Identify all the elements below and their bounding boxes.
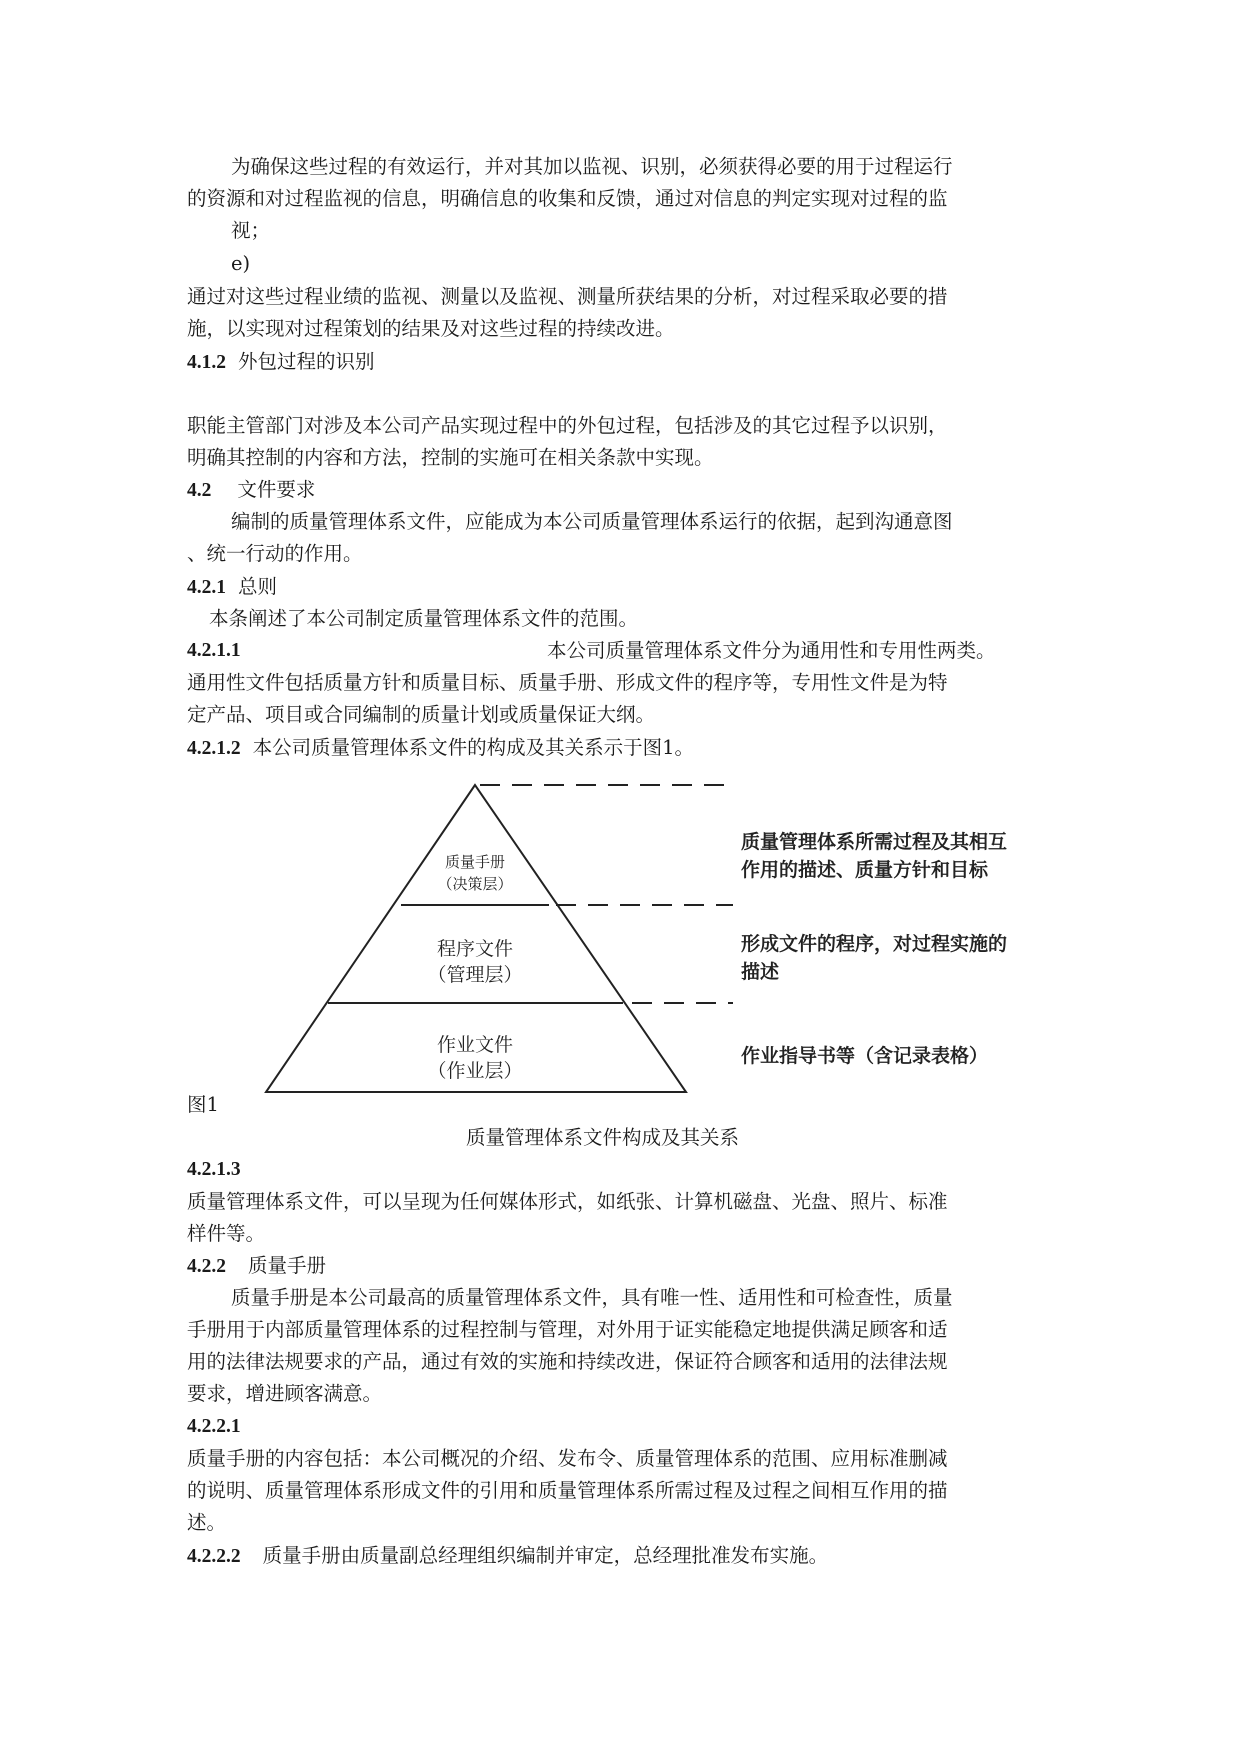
desc2-line2: 描述 (741, 961, 780, 983)
figure-label: 图1 (187, 1093, 219, 1116)
para-text: 职能主管部门对涉及本公司产品实现过程中的外包过程，包括涉及的其它过程予以识别， (187, 414, 948, 437)
para-text: 质量手册的内容包括：本公司概况的介绍、发布令、质量管理体系的范围、应用标准删减 (187, 1447, 948, 1470)
tier2-name: 程序文件 (436, 938, 514, 960)
section-number: 4.2.1.2 (187, 738, 241, 759)
section-number: 4.2.2.1 (187, 1416, 241, 1437)
tier3-name: 作业文件 (436, 1034, 514, 1056)
para-text: 本条阐述了本公司制定质量管理体系文件的范围。 (209, 607, 639, 630)
section-title: 文件要求 (237, 478, 316, 501)
para-text: 定产品、项目或合同编制的质量计划或质量保证大纲。 (187, 703, 656, 726)
list-item-label: e) (231, 252, 251, 275)
para-text: 明确其控制的内容和方法，控制的实施可在相关条款中实现。 (187, 446, 714, 469)
para-text: 施，以实现对过程策划的结果及对这些过程的持续改进。 (187, 317, 675, 340)
section-heading (187, 1543, 828, 1570)
section-title: 质量手册 (248, 1254, 327, 1277)
section-number: 4.2 (187, 480, 212, 501)
para-text: 质量手册由质量副总经理组织编制并审定，总经理批准发布实施。 (262, 1544, 829, 1567)
desc3-line1: 作业指导书等（含记录表格） (741, 1045, 989, 1067)
desc2-line1: 形成文件的程序，对过程实施的 (741, 933, 1008, 955)
para-text: 的说明、质量管理体系形成文件的引用和质量管理体系所需过程及过程之间相互作用的描 (187, 1479, 948, 1502)
para-text: 用的法律法规要求的产品，通过有效的实施和持续改进，保证符合顾客和适用的法律法规 (187, 1350, 948, 1373)
tier1-name: 质量手册 (444, 853, 506, 871)
desc1-line1: 质量管理体系所需过程及其相互 (741, 831, 1008, 853)
section-number: 4.2.2 (187, 1256, 226, 1277)
section-number: 4.2.1.3 (187, 1159, 241, 1180)
para-text: 手册用于内部质量管理体系的过程控制与管理，对外用于证实能稳定地提供满足顾客和适 (187, 1318, 948, 1341)
desc1-line2: 作用的描述、质量方针和目标 (741, 859, 989, 881)
para-text: 为确保这些过程的有效运行，并对其加以监视、识别，必须获得必要的用于过程运行 (231, 155, 953, 178)
section-number: 4.2.1 (187, 577, 226, 598)
section-title: 外包过程的识别 (238, 350, 375, 373)
para-text: 样件等。 (187, 1222, 266, 1245)
para-text: 质量管理体系文件，可以呈现为任何媒体形式，如纸张、计算机磁盘、光盘、照片、标准 (187, 1190, 948, 1213)
para-text: 质量手册是本公司最高的质量管理体系文件，具有唯一性、适用性和可检查性，质量 (231, 1286, 953, 1309)
para-text: 要求，增进顾客满意。 (187, 1382, 383, 1405)
para-text: 通用性文件包括质量方针和质量目标、质量手册、形成文件的程序等，专用性文件是为特 (187, 671, 948, 694)
para-text: 编制的质量管理体系文件，应能成为本公司质量管理体系运行的依据，起到沟通意图 (231, 510, 953, 533)
para-text: 述。 (187, 1511, 227, 1534)
para-text: 视； (231, 219, 271, 242)
para-text: 通过对这些过程业绩的监视、测量以及监视、测量所获结果的分析，对过程采取必要的措 (187, 285, 948, 308)
tier3-layer: （作业层） (427, 1060, 523, 1082)
section-title: 总则 (238, 575, 278, 598)
section-heading (187, 1253, 326, 1280)
tier2-layer: （管理层） (427, 964, 523, 986)
para-text: 的资源和对过程监视的信息，明确信息的收集和反馈，通过对信息的判定实现对过程的监 (187, 187, 948, 210)
figure-caption: 质量管理体系文件构成及其关系 (466, 1126, 740, 1149)
para-text: 、统一行动的作用。 (187, 542, 363, 565)
section-number: 4.1.2 (187, 352, 226, 373)
section-number: 4.2.2.2 (187, 1546, 241, 1567)
para-text: 本公司质量管理体系文件的构成及其关系示于图1。 (252, 736, 695, 759)
para-text: 本公司质量管理体系文件分为通用性和专用性两类。 (547, 639, 996, 662)
section-number: 4.2.1.1 (187, 640, 241, 661)
tier1-layer: （决策层） (437, 875, 513, 893)
